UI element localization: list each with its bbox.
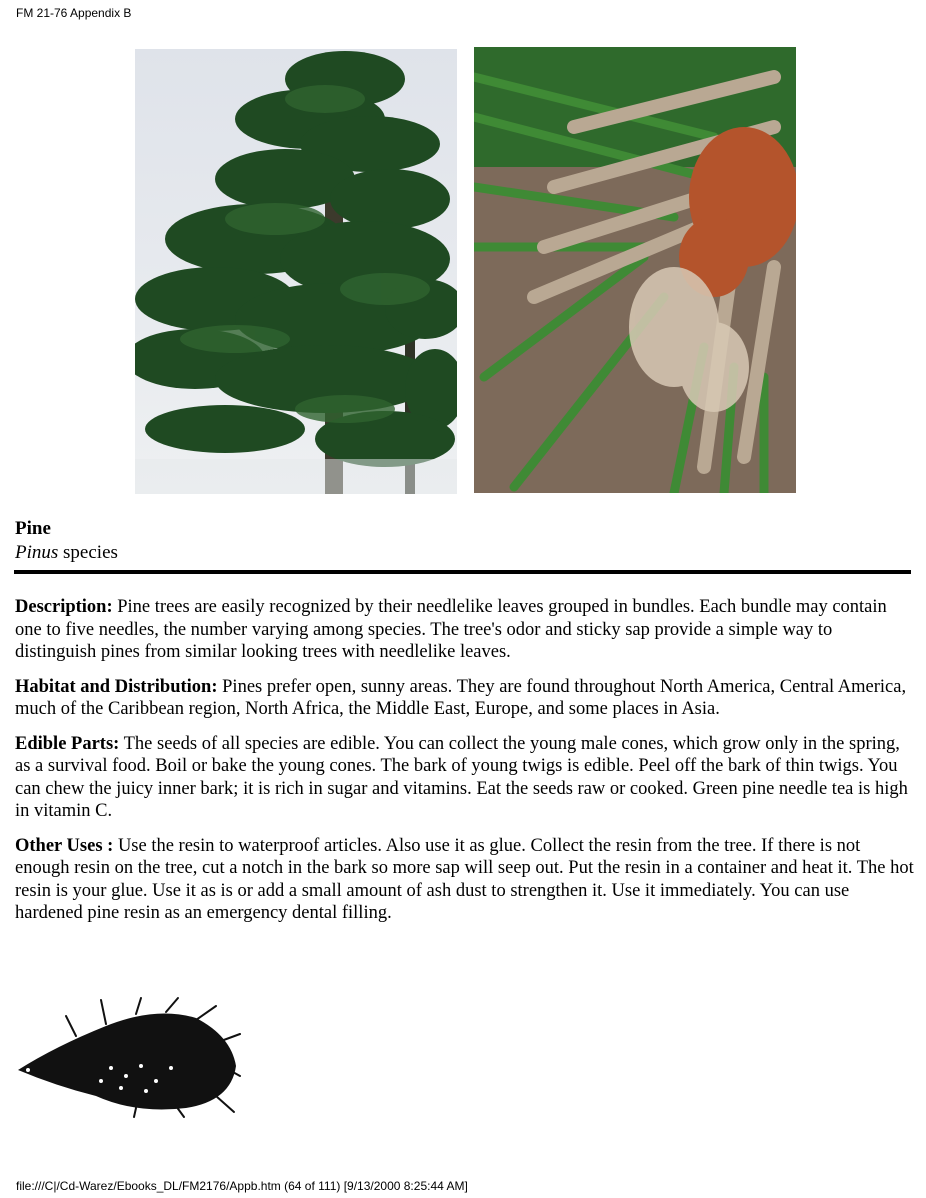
pine-tree-photo (135, 49, 457, 494)
other-uses-paragraph (15, 835, 915, 925)
other-uses-label: Other Uses : (15, 835, 114, 856)
scientific-genus: Pinus (15, 542, 59, 563)
edible-parts-text: The seeds of all species are edible. You can collect the young male cones, which grow only in the spring, as a survival food. Boil or bake the young cones. The bark of young twigs is edible. Peel off the bark of thin twigs. You can chew the juicy inner bark; it is rich in sugar and vitamins. Eat the seeds raw or cooked. Green pine needle tea is high in vitamin C. (15, 733, 908, 821)
description-paragraph (15, 596, 915, 664)
description-label: Description: (15, 597, 113, 617)
edible-parts-paragraph (15, 733, 915, 823)
plant-name: Pine (15, 518, 51, 539)
scientific-name (15, 541, 118, 565)
plant-title-block (15, 517, 118, 565)
habitat-paragraph (15, 676, 915, 721)
edible-parts-label: Edible Parts: (15, 733, 120, 754)
page-footer: file:///C|/Cd-Warez/Ebooks_DL/FM2176/Appb.htm (64 of 111) [9/13/2000 8:25:44 AM] (16, 1179, 468, 1193)
description-text: Pine trees are easily recognized by their needlelike leaves grouped in bundles. Each bundle may contain one to five needles, the number varying among species. The tree's odor and sticky sap provide a simple way to distinguish pines from similar looking trees with needlelike leaves. (15, 597, 887, 662)
habitat-label: Habitat and Distribution: (15, 676, 218, 697)
other-uses-text: Use the resin to waterproof articles. Also use it as glue. Collect the resin from the tree. If there is not enough resin on the tree, cut a notch in the bark so more sap will seep out. Put the resin in a container and heat it. The hot resin is your glue. Use it as is or add a small amount of ash dust to strengthen it. Use it immediately. You can use hardened pine resin as an emergency dental filling. (15, 835, 914, 923)
page-header: FM 21-76 Appendix B (16, 6, 132, 20)
pine-branch-sketch (16, 996, 241, 1118)
scientific-suffix: species (58, 542, 118, 563)
plant-description-body (15, 596, 915, 937)
habitat-text: Pines prefer open, sunny areas. They are found throughout North America, Central America, much of the Caribbean region, North Africa, the Middle East, Europe, and some places in Asia. (15, 676, 907, 719)
section-divider (14, 570, 911, 574)
pine-needles-closeup-photo (474, 47, 796, 493)
